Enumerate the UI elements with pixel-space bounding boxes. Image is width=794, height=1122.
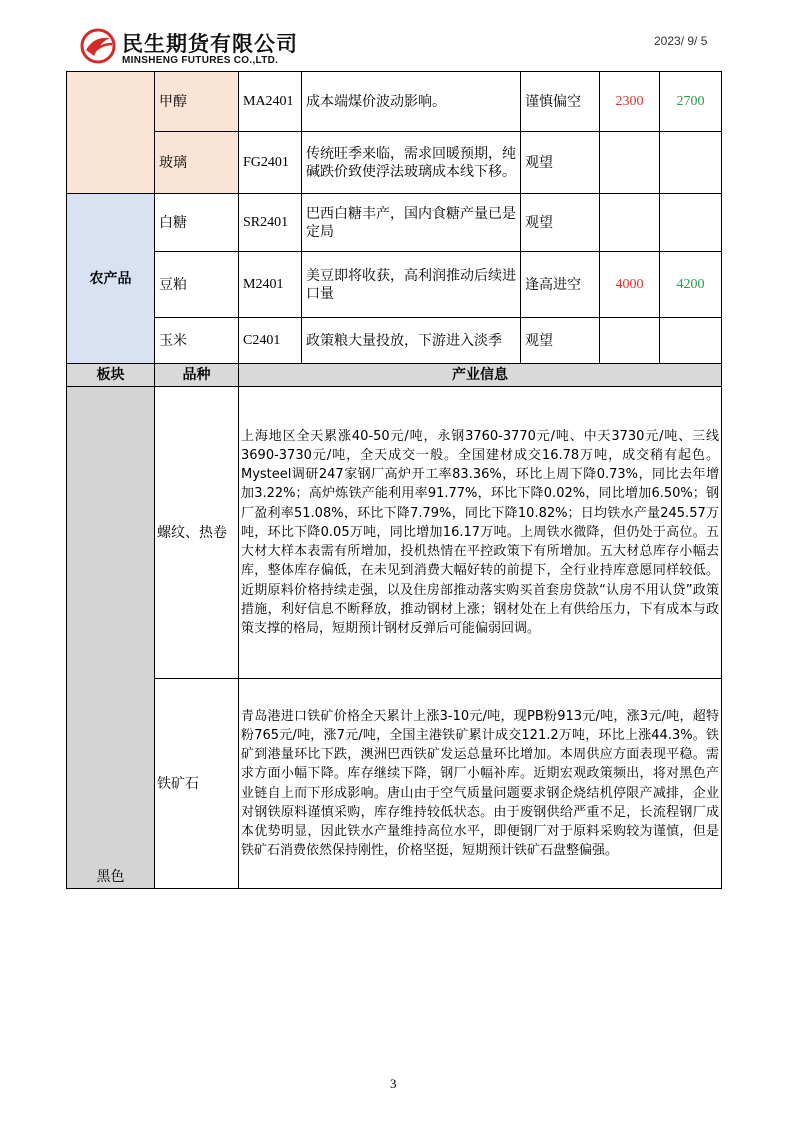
reason-text: 美豆即将收获，高利润推动后续进口量 [302, 252, 521, 318]
industry-variety: 铁矿石 [155, 679, 239, 889]
variety-name: 玻璃 [155, 132, 239, 194]
industry-info-text: 上海地区全天累涨40-50元/吨，永钢3760-3770元/吨、中天3730元/吨、三线3690-3730元/吨，全天成交一般。全国建材成交16.78万吨，成交稍有起色。Mysteel调研247家钢厂高炉开工率83.36%，环比上周下降0.73%，同比去年增加3.22%；高炉炼铁产能利用率91.77%，环比下降0.02%，同比增加6.50%；钢厂盈利率51.08%，环比下降7.79%，同比下降10.82%；日均铁水产量245.57万吨，环比下降0.05万吨，同比增加16.17万吨。上周铁水微降，但仍处于高位。五大材大样本表需有所增加，投机热情在平控政策下有所增加。五大材总库存小幅去库，整体库存偏低，在未见到消费大幅好转的前提下，全行业持库意愿同样较低。近期原料价格持续走强，以及住房部推动落实购买首套房贷款“认房不用认贷”政策措施，利好信息不断释放，推动钢材上涨；钢材处在上有供给压力，下有成本与政策支撑的格局，短期预计钢材反弹后可能偏弱回调。 [239, 387, 722, 679]
contract-code: SR2401 [239, 194, 302, 252]
reason-text: 政策粮大量投放，下游进入淡季 [302, 318, 521, 364]
industry-variety: 螺纹、热卷 [155, 387, 239, 679]
report-date: 2023/ 9/ 5 [654, 34, 708, 48]
company-name-cn: 民生期货有限公司 [122, 32, 298, 56]
strategy-table [66, 71, 722, 889]
strategy-view: 谨慎偏空 [521, 72, 600, 132]
table-row [67, 194, 722, 252]
table-row [67, 318, 722, 364]
header-variety: 品种 [155, 364, 239, 387]
variety-name: 甲醇 [155, 72, 239, 132]
price-high [660, 318, 722, 364]
table-row [67, 387, 722, 679]
strategy-view: 逢高进空 [521, 252, 600, 318]
price-low: 4000 [600, 252, 660, 318]
price-low [600, 132, 660, 194]
price-high: 2700 [660, 72, 722, 132]
header-info: 产业信息 [239, 364, 722, 387]
table-row [67, 132, 722, 194]
industry-info-text: 青岛港进口铁矿价格全天累计上涨3-10元/吨，现PB粉913元/吨，涨3元/吨，超特粉765元/吨，涨7元/吨，全国主港铁矿累计成交121.2万吨，环比上涨44.3%。铁矿到港量环比下跌，澳洲巴西铁矿发运总量环比增加。本周供应方面表现平稳。需求方面小幅下降。库存继续下降，钢厂小幅补库。近期宏观政策频出，将对黑色产业链自上而下形成影响。唐山由于空气质量问题要求钢企烧结机停限产减排，企业对钢铁原料谨慎采购，库存维持较低状态。由于废钢供给严重不足，长流程钢厂成本优势明显，因此铁水产量维持高位水平，即便钢厂对于原料采购较为谨慎，但是铁矿石消费依然保持刚性，价格坚挺，短期预计铁矿石盘整偏强。 [239, 679, 722, 889]
header-sector: 板块 [67, 364, 155, 387]
section-label-black: 黑色 [67, 387, 155, 889]
page-header [0, 0, 794, 70]
strategy-view: 观望 [521, 194, 600, 252]
reason-text: 成本端煤价波动影响。 [302, 72, 521, 132]
reason-text: 巴西白糖丰产，国内食糖产量已是定局 [302, 194, 521, 252]
contract-code: FG2401 [239, 132, 302, 194]
contract-code: MA2401 [239, 72, 302, 132]
variety-name: 白糖 [155, 194, 239, 252]
price-low: 2300 [600, 72, 660, 132]
strategy-view: 观望 [521, 132, 600, 194]
reason-text: 传统旺季来临，需求回暖预期，纯碱跌价致使浮法玻璃成本线下移。 [302, 132, 521, 194]
price-low [600, 318, 660, 364]
company-name-en: MINSHENG FUTURES CO.,LTD. [122, 55, 279, 66]
table-row [67, 252, 722, 318]
table-row [67, 679, 722, 889]
page-number: 3 [390, 1076, 397, 1091]
price-low [600, 194, 660, 252]
variety-name: 玉米 [155, 318, 239, 364]
price-high: 4200 [660, 252, 722, 318]
variety-name: 豆粕 [155, 252, 239, 318]
contract-code: C2401 [239, 318, 302, 364]
table-row [67, 72, 722, 132]
section-cell-chemicals [67, 72, 155, 194]
minsheng-logo-icon [80, 28, 116, 64]
price-high [660, 132, 722, 194]
strategy-view: 观望 [521, 318, 600, 364]
industry-table-header [67, 364, 722, 387]
price-high [660, 194, 722, 252]
contract-code: M2401 [239, 252, 302, 318]
section-label-agri: 农产品 [67, 194, 155, 364]
